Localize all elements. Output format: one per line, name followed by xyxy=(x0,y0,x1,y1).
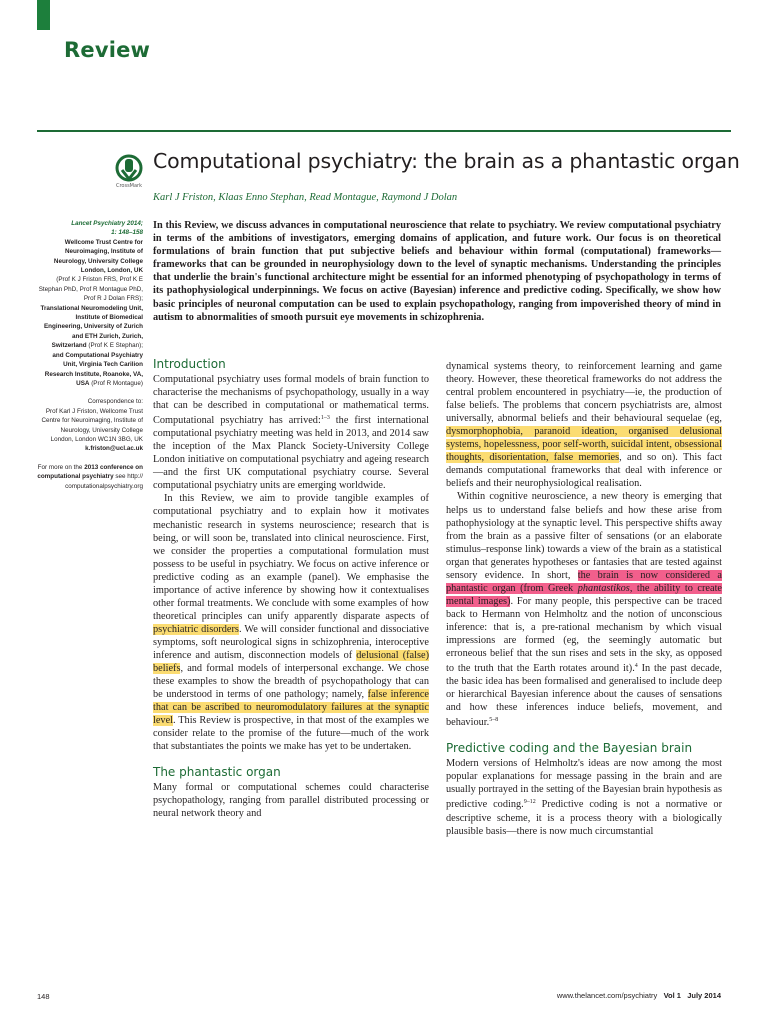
crossmark-icon xyxy=(114,154,144,184)
correspondence-email[interactable]: k.friston@ucl.ac.uk xyxy=(85,445,143,453)
body-column-2 xyxy=(446,360,722,838)
affiliation-2: Translational Neuromodeling Unit, Institute of Biomedical Engineering, University of Zurich and ETH Zurich, Zurich, Switzerland xyxy=(40,304,143,350)
correspondence-text: Prof Karl J Friston, Wellcome Trust Centre for Neuroimaging, Institute of Neurology, University College London, London WC1N 3BG, UK xyxy=(41,407,143,443)
article-title: Computational psychiatry: the brain as a phantastic organ xyxy=(153,149,740,173)
footer-info xyxy=(557,991,721,1000)
phantastic-paragraph-1: Many formal or computational schemes could characterise psychopathology, ranging from parallel distributed processing or neural network theory and xyxy=(153,782,429,820)
affiliation-3-people: (Prof R Montague) xyxy=(91,379,143,387)
highlight-phantastic-organ: the brain is now considered a phantastic organ (from Greek phantastikos, the ability to create mental images) xyxy=(446,569,722,607)
abstract: In this Review, we discuss advances in computational neuroscience that relate to psychiatry. We review computational psychiatry in terms of the ambitions of investigators, emerging domains of application, and future work. Our focus is on theoretical formulations of brain function that put subjective beliefs and behaviour within formal (computational) frameworks—frameworks that can be grounded in neurophysiology down to the level of synaptic mechanisms. Understanding the principles that underlie the brain's functional architecture might be essential for an informed phenotyping of psychopathology in terms of its pathophysiological underpinnings. We focus on active (Bayesian) inference and predictive coding. Specifically, we show how basic principles of neuronal computation can be used to explain psychopathology, ranging from impoverished theory of mind in autism to abnormalities of smooth pursuit eye movements in schizophrenia. xyxy=(153,220,721,323)
col2-paragraph-3: Modern versions of Helmholtz's ideas are now among the most popular explanations for message passing in the brain and are usually portrayed in the setting of the Bayesian brain hypothesis as predictive coding.$^{9-12}$ Predictive coding is not a normative or descriptive scheme, it is a process theory with a biologically plausible basis—there is now much circumstantial xyxy=(446,758,722,837)
affiliation-3: and Computational Psychiatry Unit, Virginia Tech Carilion Research Institute, Roanoke, VA, USA xyxy=(44,351,143,387)
correspondence-label: Correspondence to: xyxy=(87,398,143,406)
footer-volume: Vol 1 xyxy=(663,991,681,1000)
section-label: Review xyxy=(64,38,151,62)
heading-phantastic-organ: The phantastic organ xyxy=(153,765,281,780)
citation-pages: 1: 148–158 xyxy=(111,229,143,237)
footer-url[interactable]: www.thelancet.com/psychiatry xyxy=(556,991,658,1000)
more-prefix: For more on the xyxy=(37,463,83,471)
citation-journal: Lancet Psychiatry 2014; xyxy=(71,220,143,227)
affiliation-1-people: (Prof K J Friston FRS, Prof K E Stephan PhD, Prof R Montague PhD, Prof R J Dolan FRS); xyxy=(38,276,143,303)
crossmark-label: CrossMark xyxy=(115,183,143,189)
more-url[interactable]: computationalpsychiatry.org xyxy=(65,482,143,490)
intro-paragraph-1: Computational psychiatry uses formal models of brain function to characterise the mechanisms of psychopathology, usually in a way that can be described in computational or mathematical terms. Computational psychiatry has arrived:$^{1-3}$ the first international computational psychiatry meeting was held in 2013, and 2014 saw the inception of the Max Planck Society-University College London initiative on computational psychiatry and ageing research—and the first UK computational psychiatry course. Several computational psychiatry units are emerging worldwide. xyxy=(153,374,429,492)
col2-paragraph-1: dynamical systems theory, to reinforcement learning and game theory. However, these theoretical frameworks do not address the central problem encountered in psychiatry—ie, the production of false beliefs. The problems that concern psychiatrists are, almost universally, abnormal beliefs and their behavioural sequelae (eg, dysmorphophobia, paranoid ideation, organised delusional systems, hopelessness, poor self-worth, suicidal intent, obsessional thoughts, disorientation, false memories, and so on). This fact demands computational frameworks that deal with inference or beliefs and their neurophysiological realisation. xyxy=(446,361,722,490)
col2-paragraph-2: Within cognitive neuroscience, a new theory is emerging that helps us to understand false beliefs and how these arise from pathophysiology at the synaptic level. This perspective shifts away from the brain as a passive filter of sensations (or an elaborate stimulus–response link) towards a view of the brain as a statistical organ that generates hypotheses or fantasies that are tested against sensory evidence. In short, the brain is now considered a phantastic organ (from Greek phantastikos, the ability to create mental images). For many people, this perspective can be traced back to Hermann von Helmholtz and the notion of unconscious inference: that is, a pre-rational mechanism by which visual impressions are formed (eg, the seemingly automatic but erroneous belief that the sun rises and sets in the sky, as opposed to the truth that the Earth rotates around it).$^4$ In the past decade, the basic idea has been formalised and generalised to include deep or hierarchical Bayesian inference about the causes of sensations and how these inferences induce beliefs, movement, and behaviour.$^{5-8}$ xyxy=(446,491,722,729)
intro-paragraph-2: In this Review, we aim to provide tangible examples of computational psychiatry and to explain how it motivates mechanistic research in systems neuroscience; research that is being, or will soon be, translated into clinical neuroscience. First, we consider the properties a computational formulation must possess to be useful in psychiatry. We focus on active inference or predictive coding as an example (panel). We emphasise the importance of active inference by showing how it contextualises other formal treatments. We conclude with some examples of how theoretical principles can unify apparently disparate aspects of psychiatric disorders. We will consider functional and dissociative symptoms, soft neurological signs in schizophrenia, interoceptive inference and autism, disconnection models of delusional (false) beliefs, and formal models of interpersonal exchange. We chose these examples to show the breadth of psychopathology that can be understood in terms of one pathology; namely, false inference that can be ascribed to neuromodulatory failures at the synaptic level. This Review is prospective, in that most of the examples we consider relate to the promise of the future—much of the work that substantiates the points we make has yet to be undertaken. xyxy=(153,493,429,753)
page-number: 148 xyxy=(37,992,50,1001)
crossmark-logo[interactable] xyxy=(114,154,144,194)
highlight-psychiatric-disorders: psychiatric disorders xyxy=(153,623,239,635)
heading-predictive-coding: Predictive coding and the Bayesian brain xyxy=(446,741,693,756)
body-column-1 xyxy=(153,356,429,821)
brand-bar xyxy=(37,0,50,30)
heading-introduction: Introduction xyxy=(153,357,226,371)
affiliation-2-people: (Prof K E Stephan); xyxy=(88,342,143,350)
highlight-delusional-beliefs: delusional (false) beliefs xyxy=(153,649,429,675)
highlight-symptom-list: dysmorphophobia, paranoid ideation, organised delusional systems, hopelessness, poor self-worth, suicidal intent, obsessional thoughts, disorientation, false memories xyxy=(446,426,722,464)
affiliation-1: Wellcome Trust Centre for Neuroimaging, Institute of Neurology, University College London, London, UK xyxy=(53,238,143,275)
sidebar-notes xyxy=(37,219,143,491)
more-suffix: see http:// xyxy=(115,473,143,481)
more-bold: 2013 conference on computational psychiatry xyxy=(37,463,143,481)
highlight-false-inference: false inference that can be ascribed to neuromodulatory failures at the synaptic level xyxy=(153,689,429,727)
article-authors: Karl J Friston, Klaas Enno Stephan, Read Montague, Raymond J Dolan xyxy=(153,192,458,203)
header-rule xyxy=(37,130,731,132)
footer-date: July 2014 xyxy=(687,991,721,1000)
